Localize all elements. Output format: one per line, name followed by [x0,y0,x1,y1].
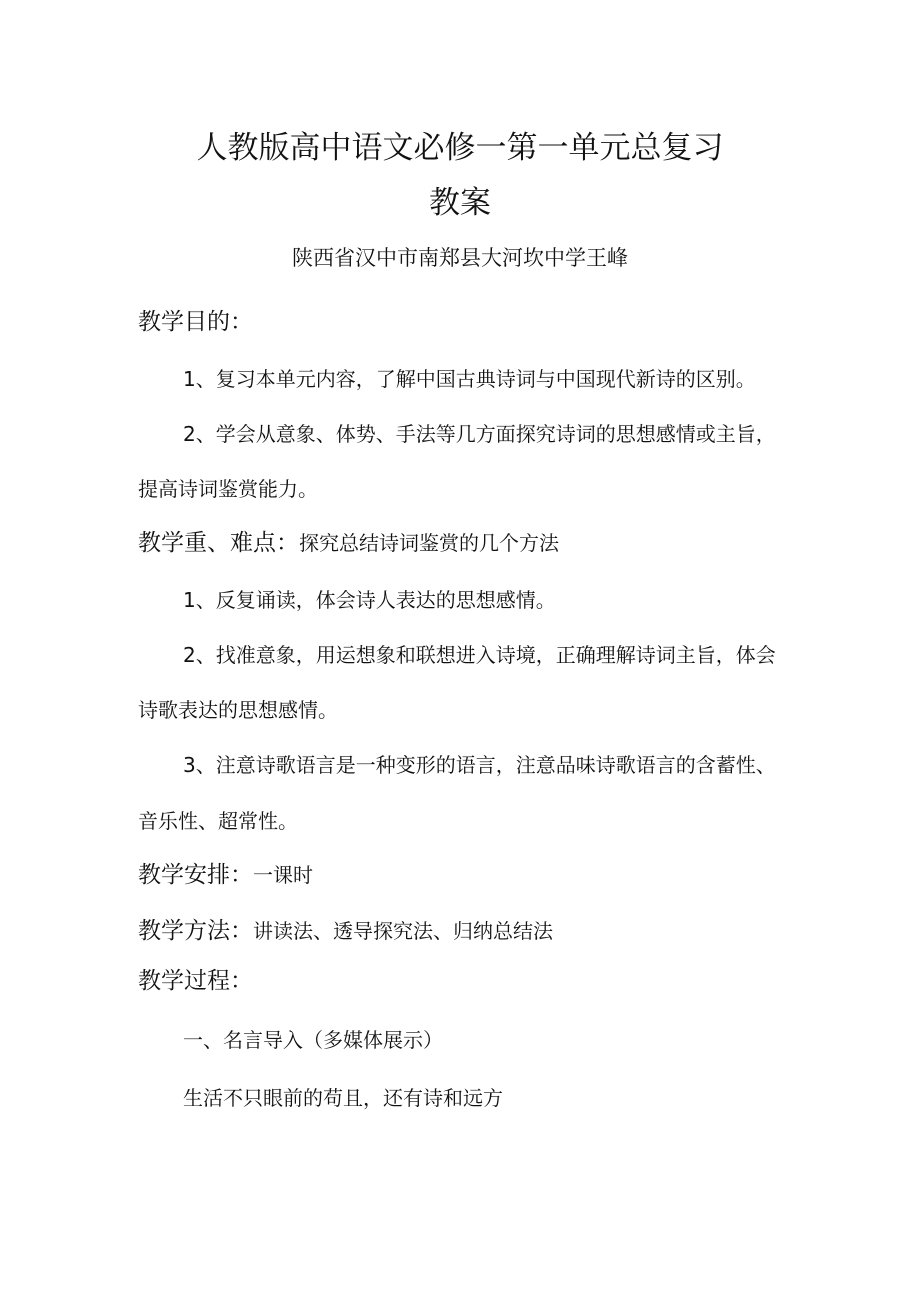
key-point-item-2-number: 2 [183,643,196,667]
document-title: 人教版高中语文必修一第一单元总复习 [196,130,724,166]
key-points-value: 探究总结诗词鉴赏的几个方法 [299,531,559,555]
key-points-label: 教学重、难点： [138,530,299,556]
document-subtitle: 教案 [429,185,491,221]
author-line: 陕西省汉中市南郑县大河坎中学王峰 [292,246,628,270]
methods-heading [138,920,553,943]
key-point-item-2 [183,645,776,665]
objective-item-2-continuation: 提高诗词鉴赏能力。 [138,477,318,501]
key-point-item-1 [183,590,556,610]
key-point-item-3-text: 、注意诗歌语言是一种变形的语言，注意品味诗歌语言的含蓄性、 [195,753,776,777]
process-heading: 教学过程： [138,968,253,994]
objectives-heading: 教学目的： [138,309,253,335]
methods-label: 教学方法： [138,918,253,944]
key-point-item-2-continuation: 诗歌表达的思想感情。 [138,698,338,722]
process-quote: 生活不只眼前的苟且，还有诗和远方 [183,1086,503,1110]
key-point-item-3-continuation: 音乐性、超常性。 [138,809,298,833]
arrangement-value: 一课时 [253,863,313,887]
objective-item-2-text: 、学会从意象、体势、手法等几方面探究诗词的思想感情或主旨， [195,422,776,446]
objective-item-1-text: 、复习本单元内容，了解中国古典诗词与中国现代新诗的区别。 [195,367,756,391]
key-point-item-1-number: 1 [183,588,196,612]
key-points-heading [138,532,559,555]
key-point-item-3-number: 3 [183,753,196,777]
methods-value: 讲读法、透导探究法、归纳总结法 [253,919,553,943]
objective-item-1 [183,369,756,389]
arrangement-heading [138,864,313,887]
arrangement-label: 教学安排： [138,862,253,888]
objective-item-2-number: 2 [183,422,196,446]
key-point-item-1-text: 、反复诵读，体会诗人表达的思想感情。 [195,588,556,612]
objective-item-2 [183,424,776,444]
key-point-item-2-text: 、找准意象，用运想象和联想进入诗境，正确理解诗词主旨，体会 [195,643,776,667]
key-point-item-3 [183,755,776,775]
process-step-1: 一、名言导入（多媒体展示） [183,1028,443,1052]
objective-item-1-number: 1 [183,367,196,391]
